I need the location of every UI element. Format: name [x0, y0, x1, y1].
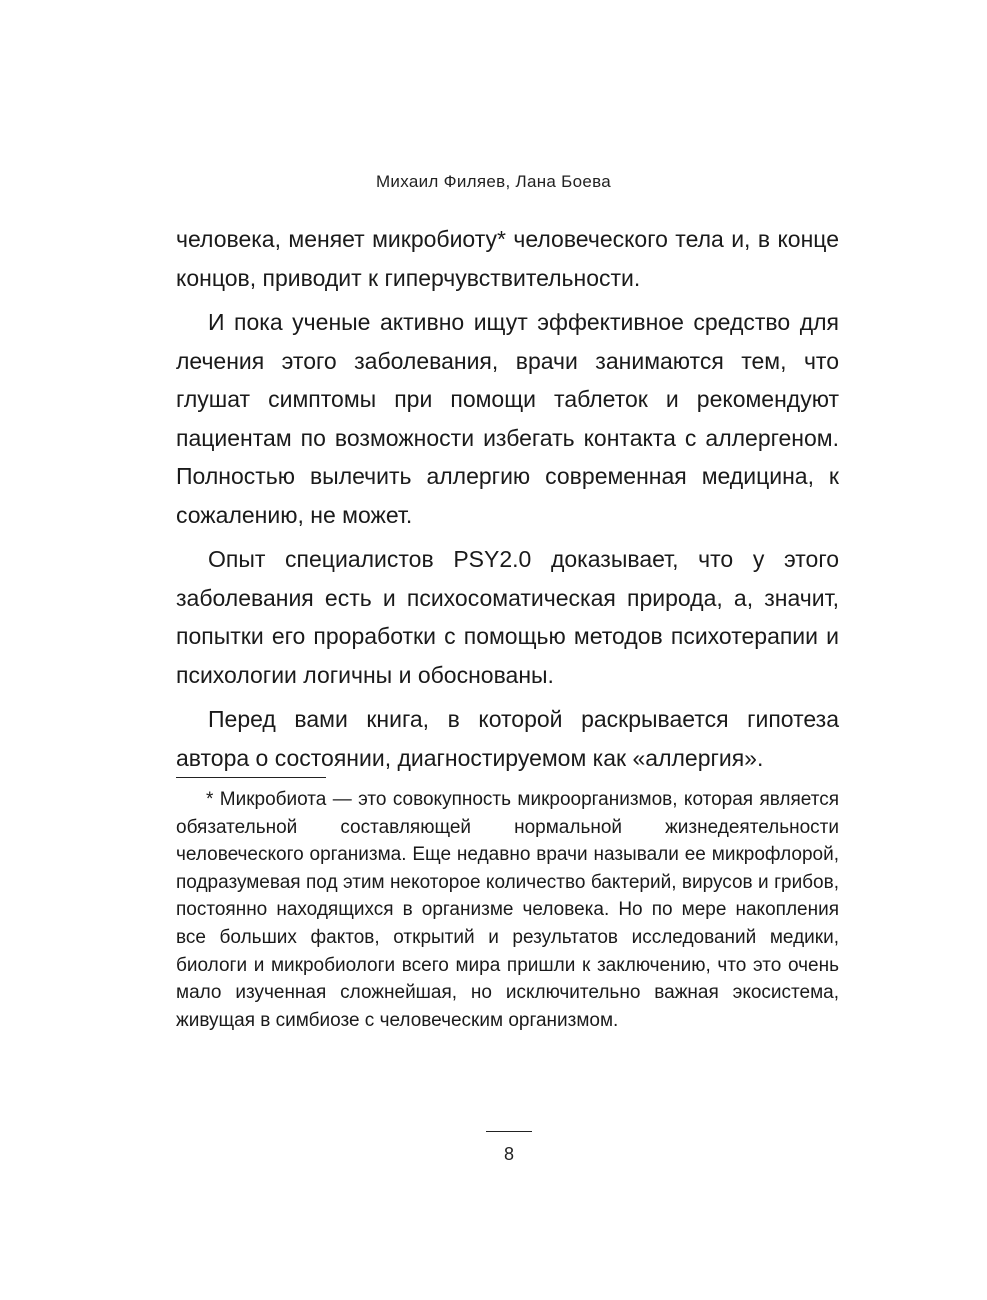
- paragraph: человека, меняет микробиоту* человеческого тела и, в конце концов, приводит к гиперчувствительности.: [176, 226, 839, 291]
- paragraph: Опыт специалистов PSY2.0 доказывает, что у этого заболевания есть и психосоматическая природа, а, значит, попытки его проработки с помощью методов психотерапии и психологии логичны и обоснованы.: [176, 546, 839, 688]
- footnote: * Микробиота — это совокупность микроорганизмов, которая является обязательной составляющей нормальной жизнедеятельности человеческого организма. Еще недавно врачи называли ее микрофлорой, подразумевая под этим некоторое количество бактерий, вирусов и грибов, постоянно находящихся в организме человека. Но по мере накопления все больших фактов, открытий и результатов исследований медики, биологи и микробиологи всего мира пришли к заключению, что это очень мало изученная сложнейшая, но исключительно важная экосистема, живущая в симбиозе с человеческим организмом.: [176, 789, 839, 1031]
- paragraph: И пока ученые активно ищут эффективное средство для лечения этого заболевания, врачи занимаются тем, что глушат симптомы при помощи таблеток и рекомендуют пациентам по возможности избегать контакта с аллергеном. Полностью вылечить аллергию современная медицина, к сожалению, не может.: [176, 309, 839, 528]
- main-text: [176, 220, 839, 777]
- footnote-separator: [176, 777, 326, 778]
- paragraph: Перед вами книга, в которой раскрывается гипотеза автора о состоянии, диагностируемом как «аллергия».: [176, 706, 839, 771]
- running-head: Михаил Филяев, Лана Боева: [375, 172, 612, 191]
- page-number: 8: [503, 1144, 514, 1164]
- page-number-rule: [486, 1131, 532, 1132]
